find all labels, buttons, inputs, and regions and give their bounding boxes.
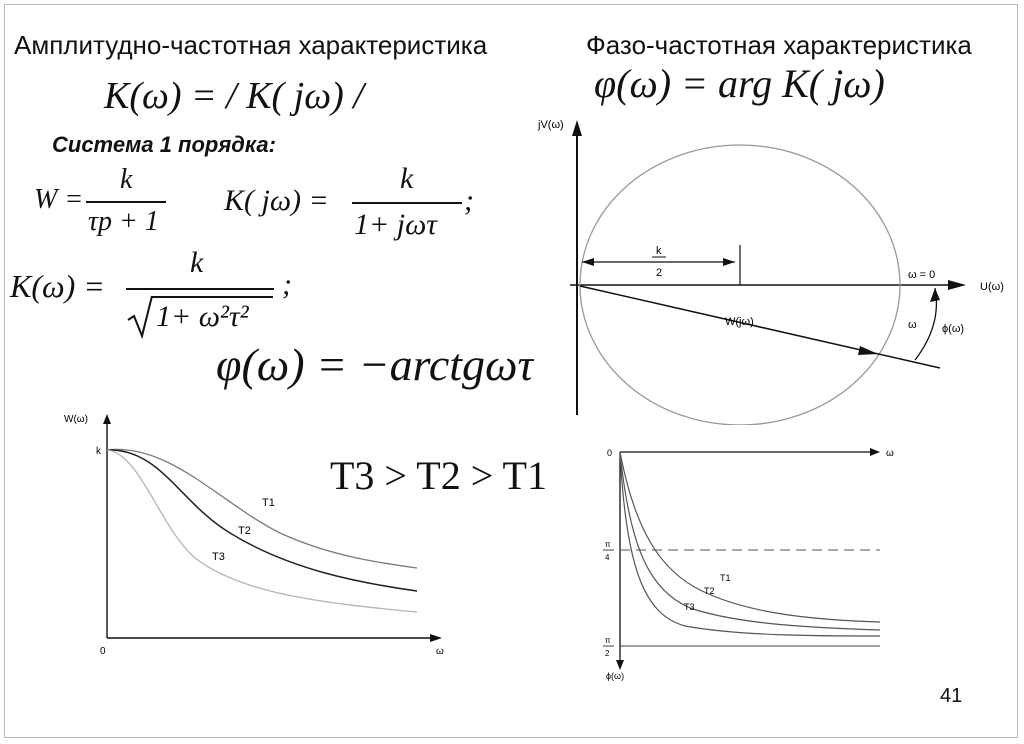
amp-curve-t3 <box>107 450 417 612</box>
amp-k-label: k <box>96 446 101 457</box>
nyquist-x-label: U(ω) <box>980 281 1004 293</box>
page-number: 41 <box>940 685 963 707</box>
w-vector <box>580 286 940 368</box>
kw-semicolon: ; <box>282 268 292 301</box>
phase-origin-label: 0 <box>607 448 613 458</box>
amp-label-t2: T2 <box>238 525 251 537</box>
kj-denominator: 1+ jωτ <box>354 208 437 241</box>
system-order-label: Система 1 порядка: <box>52 132 276 157</box>
time-constant-order: T3 > T2 > T1 <box>330 453 547 498</box>
amplitude-chart <box>60 408 450 658</box>
phase-curve-t2 <box>620 452 880 630</box>
k-half-numerator: k <box>656 245 662 257</box>
amp-label-t1: T1 <box>262 497 275 509</box>
nyquist-diagram <box>530 110 1010 425</box>
kj-semicolon: ; <box>464 184 474 217</box>
amp-label-t3: T3 <box>212 551 225 563</box>
phase-curve-t3 <box>620 452 880 636</box>
phase-title: Фазо-частотная характеристика <box>586 30 972 60</box>
w-vector-label: W(jω) <box>725 316 754 328</box>
phase-label-t1: T1 <box>720 573 731 583</box>
pi-quarter-num: π <box>605 540 611 549</box>
w-numerator: k <box>120 164 133 195</box>
phase-label-t2: T2 <box>704 586 715 596</box>
kj-fraction-bar <box>352 202 462 204</box>
amp-y-label: W(ω) <box>64 414 88 425</box>
phase-formula: φ(ω) = −arctgωτ <box>216 339 534 390</box>
phase-y-label: ϕ(ω) <box>606 671 625 681</box>
k-half-denominator: 2 <box>656 267 663 279</box>
phase-chart <box>590 440 900 685</box>
nyquist-x-arrow <box>948 280 966 290</box>
sqrt-sign <box>126 294 154 340</box>
w-vector-arrow <box>858 346 878 355</box>
w-lhs: W = <box>34 184 84 215</box>
sqrt-overline <box>151 296 273 298</box>
phase-label-t3: T3 <box>684 602 695 612</box>
nyquist-y-label: jV(ω) <box>538 119 564 131</box>
phase-definition: φ(ω) = arg K( jω) <box>594 61 885 106</box>
omega-arc-label: ω <box>908 319 917 331</box>
amp-curve-t2 <box>107 450 417 591</box>
kw-numerator: k <box>190 246 204 279</box>
w-denominator: τp + 1 <box>88 206 159 237</box>
amp-x-label: ω <box>436 646 444 657</box>
kw-lhs: K(ω) = <box>10 268 105 304</box>
w-fraction-bar <box>86 201 166 203</box>
phi-arc-label: ϕ(ω) <box>942 323 965 335</box>
kj-numerator: k <box>400 162 414 195</box>
pi-half-den: 2 <box>605 649 610 658</box>
kw-fraction-bar <box>126 288 274 290</box>
kw-denominator: 1+ ω²τ² <box>156 300 249 333</box>
amp-origin-label: 0 <box>100 646 106 657</box>
kj-lhs: K( jω) = <box>224 184 329 217</box>
pi-quarter-den: 4 <box>605 553 610 562</box>
amplitude-definition: K(ω) = / K( jω) / <box>104 75 364 117</box>
amplitude-title: Амплитудно-частотная характеристика <box>14 30 488 60</box>
nyquist-y-arrow <box>572 120 582 136</box>
phase-curve-t1 <box>620 452 880 622</box>
phase-formula-clip <box>216 338 534 402</box>
omega-zero-label: ω = 0 <box>908 269 936 281</box>
phase-x-label: ω <box>886 448 894 459</box>
pi-half-num: π <box>605 636 611 645</box>
